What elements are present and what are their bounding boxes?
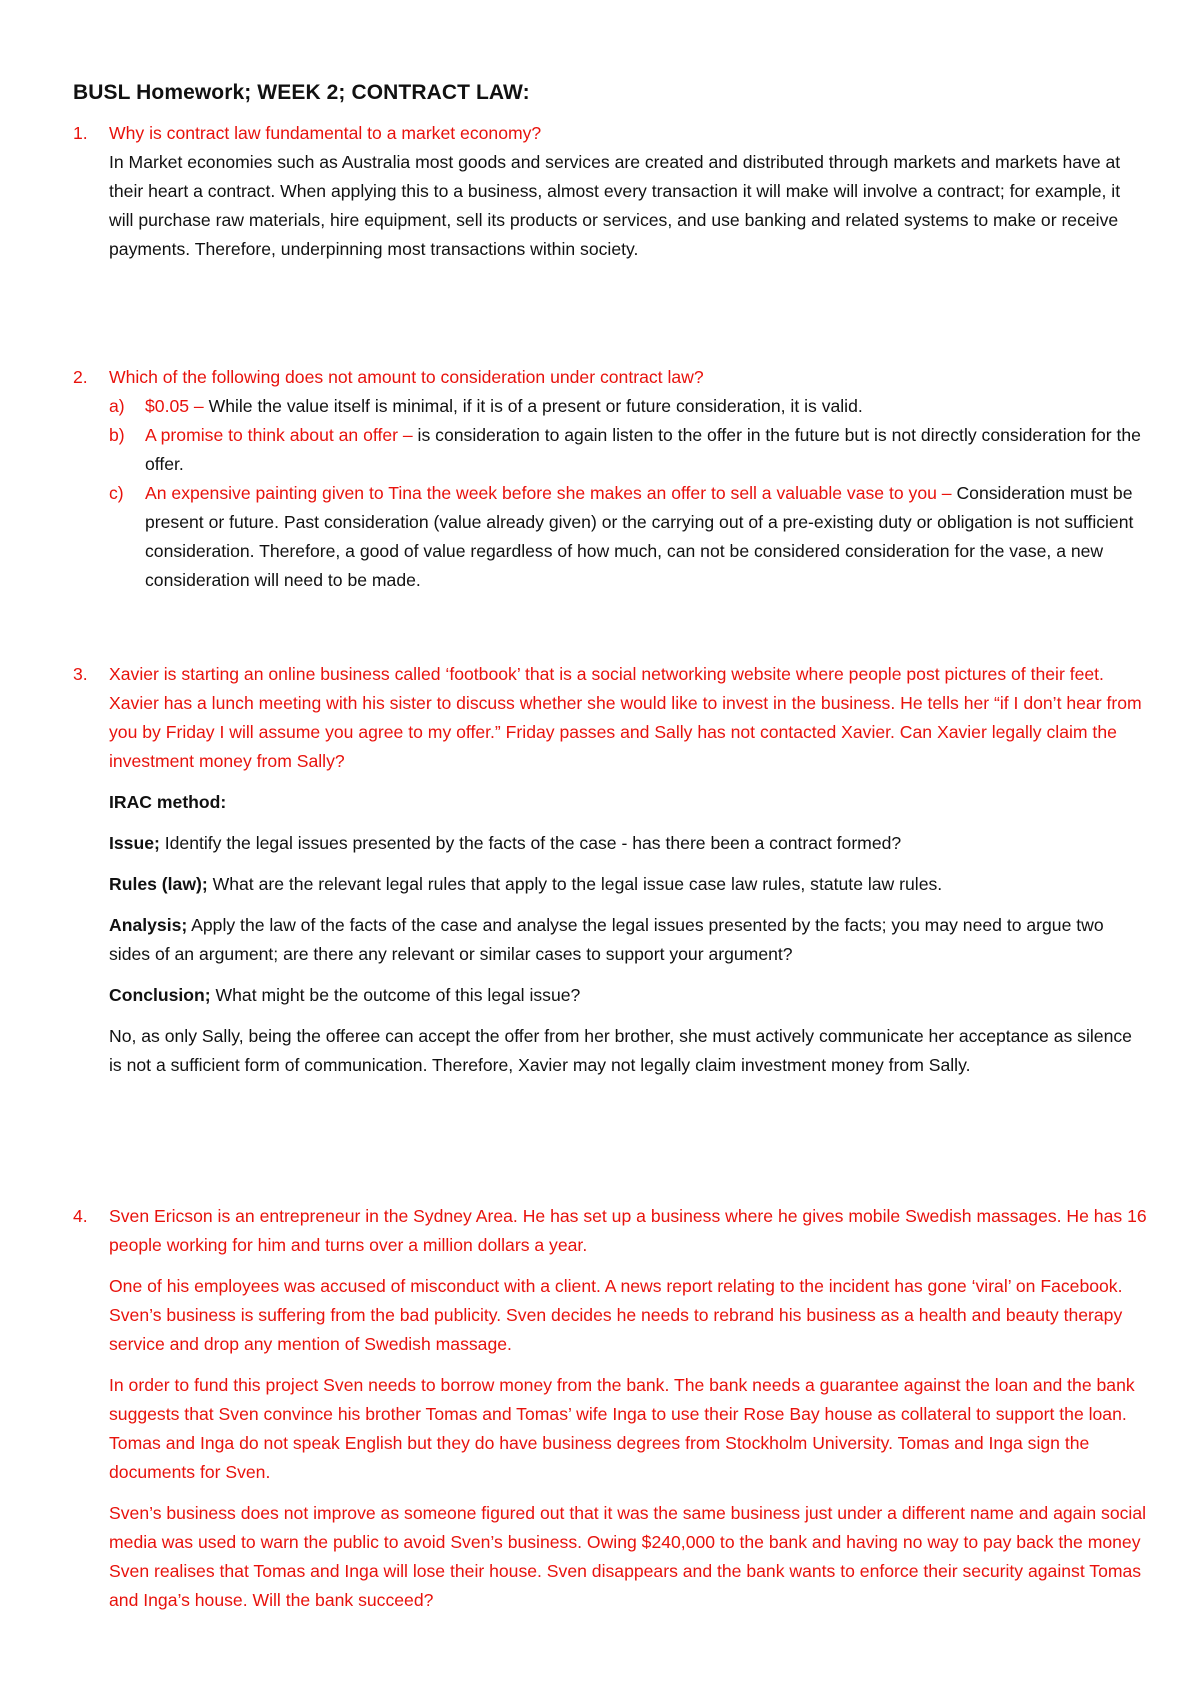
question-3 — [73, 660, 1153, 1080]
option-label: b) — [109, 425, 125, 445]
option-answer: Consideration must be present or future. Past consideration (value already given) or the carrying out of a pre-existing duty or obligation is not sufficient consideration. Therefore, a good of value regardless of how much, can not be considered consideration for the vase, a new consideration will need to be made. — [145, 483, 1134, 590]
option-b — [109, 421, 1149, 479]
option-answer: is consideration to again listen to the offer in the future but is not directly consideration for the offer. — [145, 425, 1141, 474]
question-text: Xavier is starting an online business called ‘footbook’ that is a social networking website where people post pictures of their feet. Xavier has a lunch meeting with his sister to discuss whether she would like to invest in the business. He tells her “if I don’t hear from you by Friday I will assume you agree to my offer.” Friday passes and Sally has not contacted Xavier. Can Xavier legally claim the investment money from Sally? — [109, 664, 1142, 771]
option-text: $0.05 – — [145, 396, 204, 416]
question-text: Which of the following does not amount to consideration under contract law? — [109, 367, 704, 387]
document-title: BUSL Homework; WEEK 2; CONTRACT LAW: — [73, 81, 530, 104]
option-label: c) — [109, 483, 124, 503]
irac-rules: Rules (law); What are the relevant legal rules that apply to the legal issue case law rules, statute law rules. — [109, 874, 943, 894]
option-label: a) — [109, 396, 125, 416]
irac-issue: Issue; Identify the legal issues presented by the facts of the case - has there been a contract formed? — [109, 833, 902, 853]
irac-heading: IRAC method: — [109, 792, 227, 812]
question-number: 4. — [73, 1206, 88, 1226]
option-text: An expensive painting given to Tina the week before she makes an offer to sell a valuable vase to you – — [145, 483, 952, 503]
question-2 — [73, 363, 1153, 595]
question-number: 2. — [73, 367, 88, 387]
option-a — [109, 392, 1149, 421]
question-paragraph: Sven’s business does not improve as someone figured out that it was the same business just under a different name and again social media was used to warn the public to avoid Sven’s business. Owing $240,000 to the bank and having no way to pay back the money Sven realises that Tomas and Inga will lose their house. Sven disappears and the bank wants to enforce their security against Tomas and Inga’s house. Will the bank succeed? — [109, 1503, 1147, 1610]
irac-analysis: Analysis; Apply the law of the facts of the case and analyse the legal issues presented by the facts; you may need to argue two sides of an argument; are there any relevant or similar cases to support your argument? — [109, 915, 1104, 964]
option-text: A promise to think about an offer – — [145, 425, 413, 445]
question-4 — [73, 1202, 1153, 1615]
question-number: 1. — [73, 123, 88, 143]
option-answer: While the value itself is minimal, if it is of a present or future consideration, it is valid. — [203, 396, 863, 416]
answer-text: In Market economies such as Australia most goods and services are created and distributed through markets and markets have at their heart a contract. When applying this to a business, almost every transaction it will make will involve a contract; for example, it will purchase raw materials, hire equipment, sell its products or services, and use banking and related systems to make or receive payments. Therefore, underpinning most transactions within society. — [109, 152, 1121, 259]
question-number: 3. — [73, 664, 88, 684]
irac-conclusion: Conclusion; What might be the outcome of this legal issue? — [109, 985, 581, 1005]
answer-text: No, as only Sally, being the offeree can accept the offer from her brother, she must actively communicate her acceptance as silence is not a sufficient form of communication. Therefore, Xavier may not legally claim investment money from Sally. — [109, 1026, 1132, 1075]
question-paragraph: One of his employees was accused of misconduct with a client. A news report relating to the incident has gone ‘viral’ on Facebook. Sven’s business is suffering from the bad publicity. Sven decides he needs to rebrand his business as a health and beauty therapy service and drop any mention of Swedish massage. — [109, 1276, 1123, 1354]
option-c — [109, 479, 1149, 595]
question-paragraph: Sven Ericson is an entrepreneur in the Sydney Area. He has set up a business where he gives mobile Swedish massages. He has 16 people working for him and turns over a million dollars a year. — [109, 1206, 1147, 1255]
question-paragraph: In order to fund this project Sven needs to borrow money from the bank. The bank needs a guarantee against the loan and the bank suggests that Sven convince his brother Tomas and Tomas’ wife Inga to use their Rose Bay house as collateral to support the loan. Tomas and Inga do not speak English but they do have business degrees from Stockholm University. Tomas and Inga sign the documents for Sven. — [109, 1375, 1135, 1482]
question-1 — [73, 119, 1153, 264]
question-text: Why is contract law fundamental to a market economy? — [109, 123, 542, 143]
